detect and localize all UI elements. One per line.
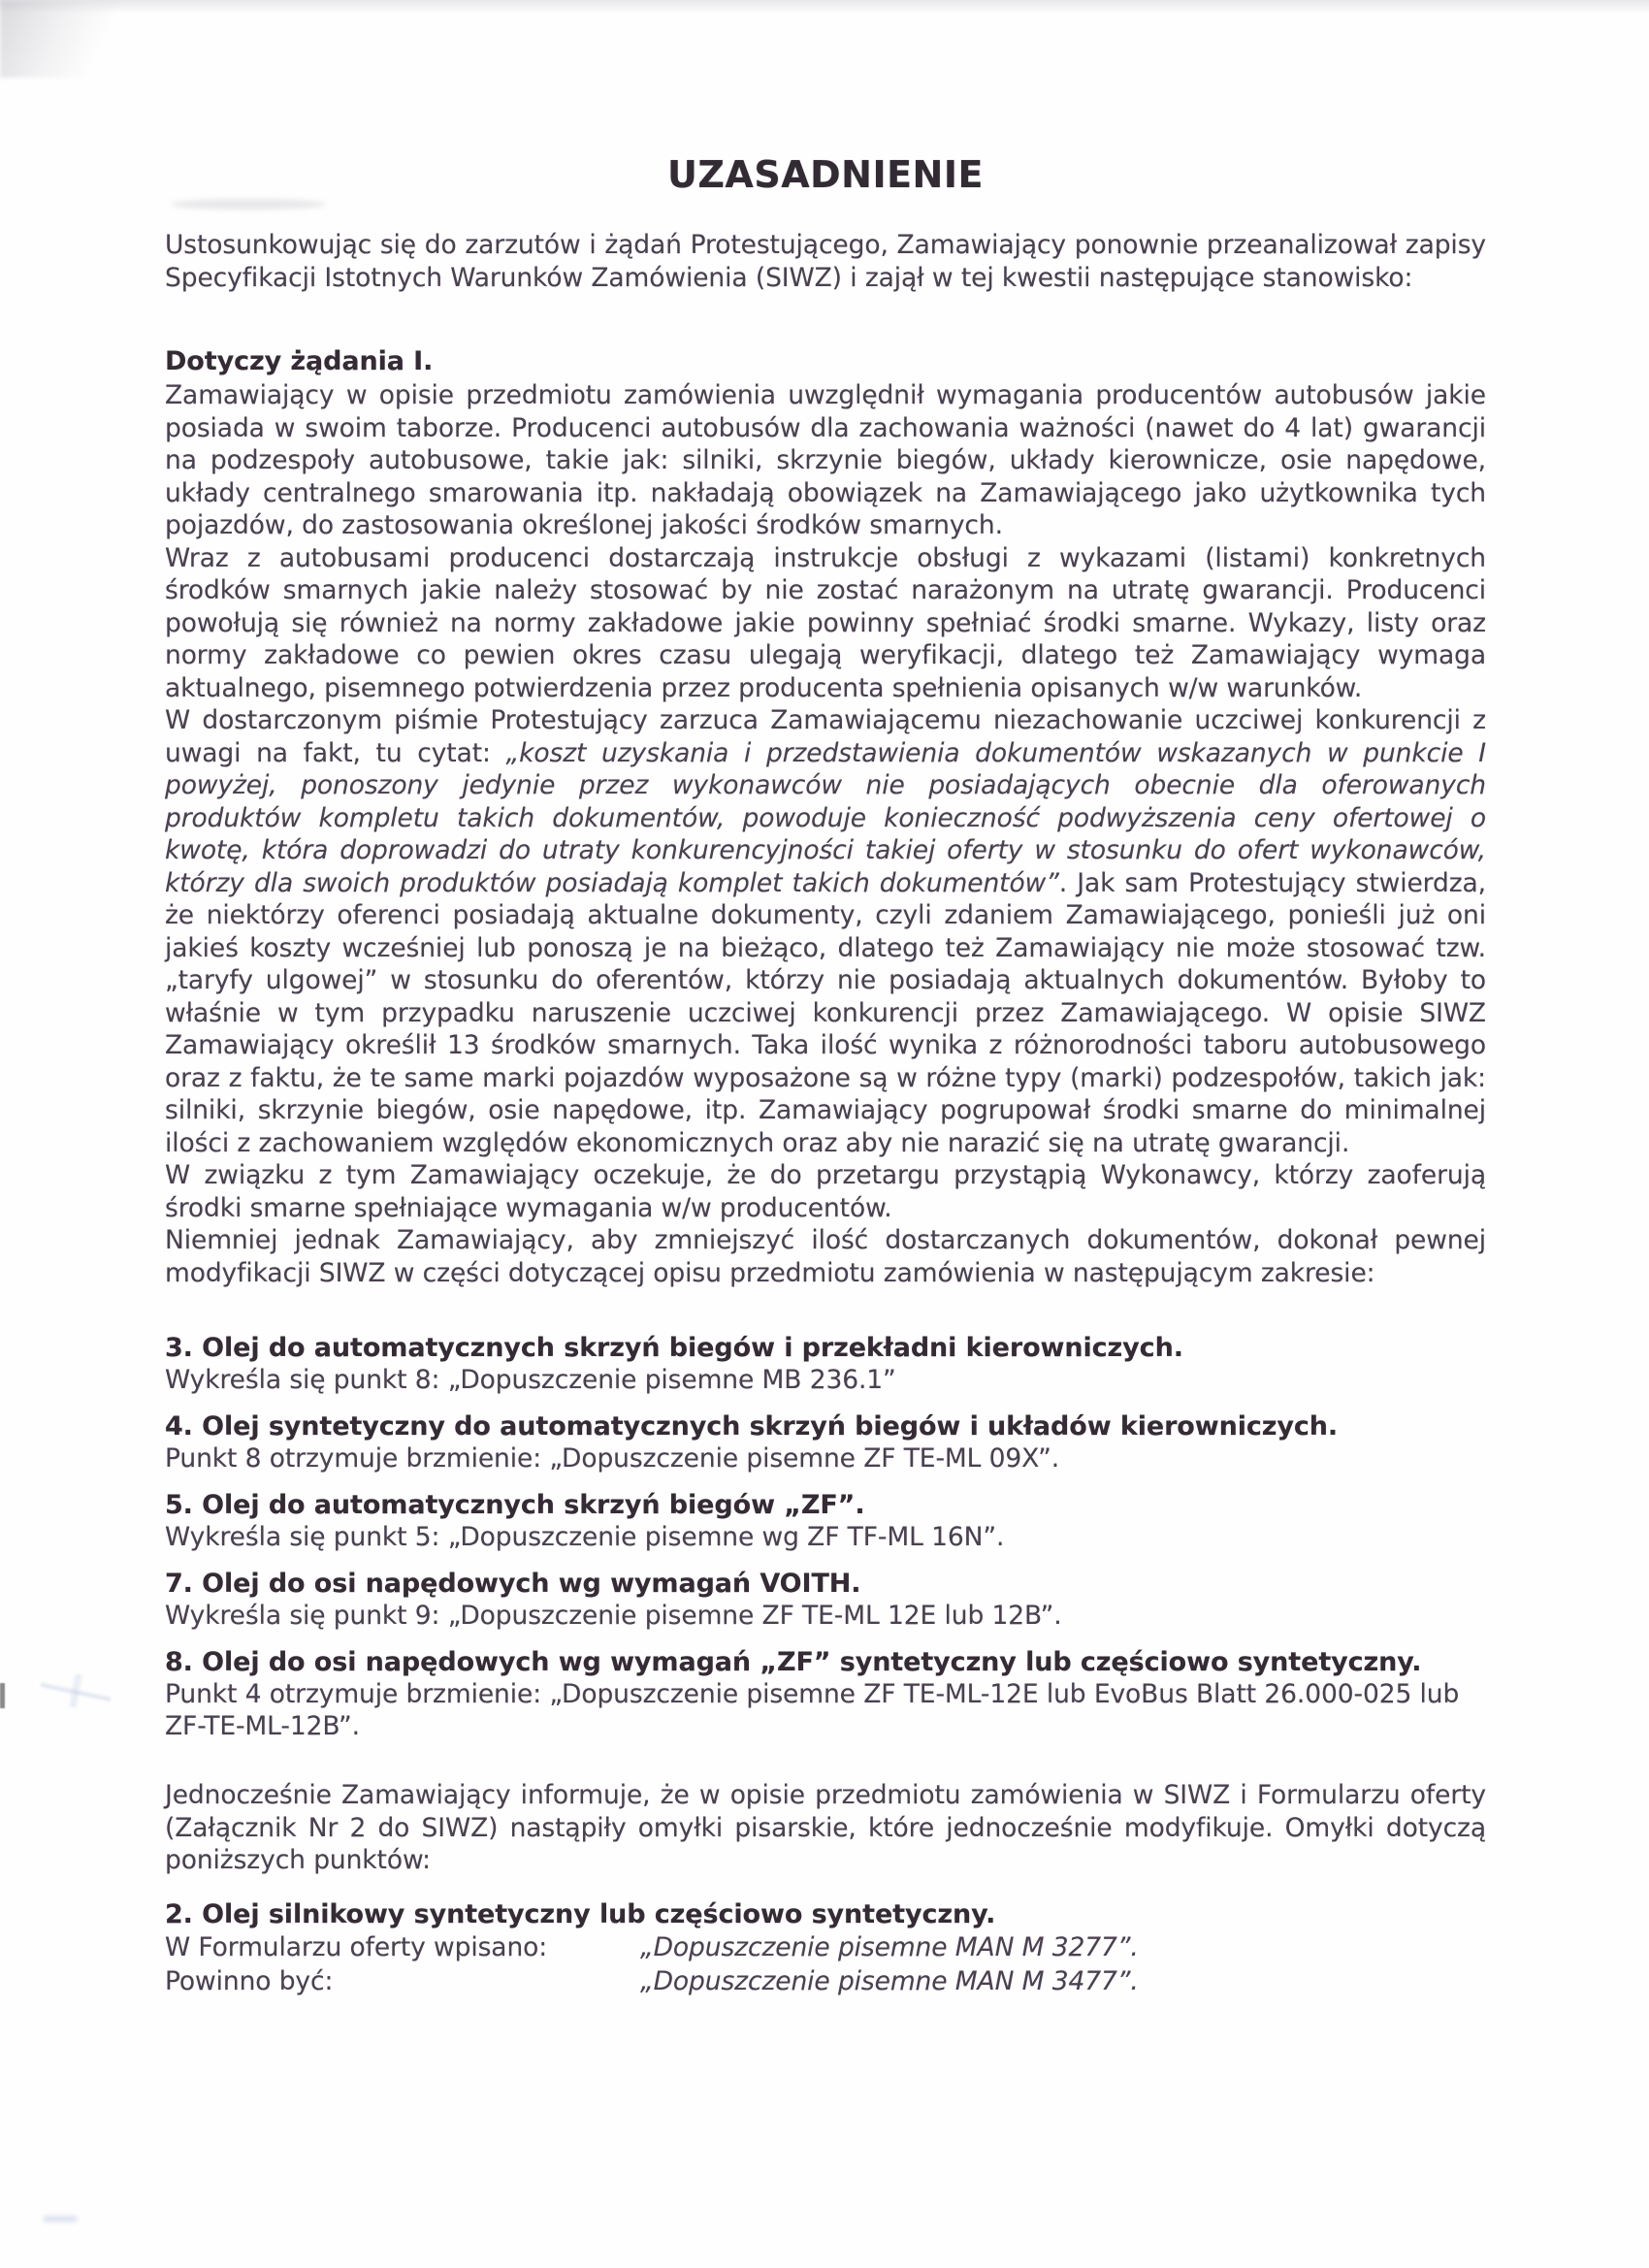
paragraph-protest-quote <box>165 704 1486 1159</box>
errata-row-value: „Dopuszczenie pisemne MAN M 3277”. <box>640 1931 1139 1962</box>
scan-bottom-smudge-artifact <box>43 2216 78 2222</box>
modification-item <box>165 1410 1486 1474</box>
modification-item <box>165 1568 1486 1632</box>
scan-edge-mark-artifact <box>0 1683 5 1708</box>
modification-heading: 7. Olej do osi napędowych wg wymagań VOITH. <box>165 1569 861 1599</box>
modification-body: Wykreśla się punkt 8: „Dopuszczenie pisemne MB 236.1” <box>165 1365 896 1395</box>
modification-item <box>165 1646 1486 1742</box>
errata-intro-paragraph: Jednocześnie Zamawiający informuje, że w opisie przedmiotu zamówienia w SIWZ i Formularzu oferty (Załącznik Nr 2 do SIWZ) nastąpiły omyłki pisarskie, które jednocześnie modyfikuje. Omyłki dotyczą poniższych punktów: <box>165 1780 1486 1875</box>
modification-body: Wykreśla się punkt 5: „Dopuszczenie pisemne wg ZF TF-ML 16N”. <box>165 1522 1005 1552</box>
quoted-protest-text: „koszt uzyskania i przedstawienia dokumentów wskazanych w punkcie I powyżej, ponoszony jedynie przez wykonawców nie posiadających obecnie dla oferowanych produktów kompletu takich dokumentów, powoduje konieczność podwyższenia ceny ofertowej o kwotę, która doprowadzi do utraty konkurencyjności takiej oferty w stosunku do ofert wykonawców, którzy dla swoich produktów posiadają komplet takich dokumentów” <box>165 737 1486 898</box>
modification-heading: 4. Olej syntetyczny do automatycznych skrzyń biegów i układów kierowniczych. <box>165 1411 1339 1442</box>
modification-body: Wykreśla się punkt 9: „Dopuszczenie pisemne ZF TE-ML 12E lub 12B”. <box>165 1601 1062 1631</box>
section-heading-demand-1: Dotyczy żądania I. <box>165 346 434 376</box>
errata-row-should-be <box>165 1964 1486 1998</box>
modification-heading: 3. Olej do automatycznych skrzyń biegów i przekładni kierowniczych. <box>165 1333 1183 1363</box>
paragraph-expectation: W związku z tym Zamawiający oczekuje, że do przetargu przystąpią Wykonawcy, którzy zaoferują środki smarne spełniające wymagania w/w producentów. <box>165 1160 1486 1223</box>
modification-body: Punkt 8 otrzymuje brzmienie: „Dopuszczenie pisemne ZF TE-ML 09X”. <box>165 1443 1060 1474</box>
errata-item-heading: 2. Olej silnikowy syntetyczny lub częściowo syntetyczny. <box>165 1898 996 1929</box>
quote-lead-in: W dostarczonym piśmie Protestujący zarzuca Zamawiającemu niezachowanie uczciwej konkurencji z uwagi na fakt, tu cytat: <box>165 705 1486 768</box>
document-content <box>165 155 1486 1998</box>
errata-row-value: „Dopuszczenie pisemne MAN M 3477”. <box>640 1965 1139 1996</box>
document-title: UZASADNIENIE <box>667 153 984 196</box>
modification-body: Punkt 4 otrzymuje brzmienie: „Dopuszczenie pisemne ZF TE-ML-12E lub EvoBus Blatt 26.000-025 lub ZF-TE-ML-12B”. <box>165 1679 1460 1741</box>
intro-paragraph: Ustosunkowując się do zarzutów i żądań Protestującego, Zamawiający ponownie przeanalizował zapisy Specyfikacji Istotnych Warunków Zamówienia (SIWZ) i zajął w tej kwestii następujące stanowisko: <box>165 230 1486 293</box>
section-body <box>165 379 1486 1289</box>
quote-follow-up: . Jak sam Protestujący stwierdza, że niektórzy oferenci posiadają aktualne dokumenty, czyli zdaniem Zamawiającego, ponieśli już oni jakieś koszty wcześniej lub ponoszą je na bieżąco, dlatego też Zamawiający nie może stosować tzw. „taryfy ulgowej” w stosunku do oferentów, którzy nie posiadają aktualnych dokumentów. Byłoby to właśnie w tym przypadku naruszenie uczciwej konkurencji przez Zamawiającego. W opisie SIWZ Zamawiający określił 13 środków smarnych. Taka ilość wynika z różnorodności taboru autobusowego oraz z faktu, że te same marki pojazdów wyposażone są w różne typy (marki) podzespołów, takich jak: silniki, skrzynie biegów, osie napędowe, itp. Zamawiający pogrupował środki smarne do minimalnej ilości z zachowaniem względów ekonomicznych oraz aby nie narazić się na utratę gwarancji. <box>165 867 1486 1158</box>
modification-item <box>165 1489 1486 1553</box>
paragraph-modification-notice: Niemniej jednak Zamawiający, aby zmniejszyć ilość dostarczanych dokumentów, dokonał pewnej modyfikacji SIWZ w części dotyczącej opisu przedmiotu zamówienia w następującym zakresie: <box>165 1225 1486 1288</box>
errata-row-label: Powinno być: <box>165 1965 334 1996</box>
paragraph-manufacturer-lists: Wraz z autobusami producenci dostarczają instrukcje obsługi z wykazami (listami) konkretnych środków smarnych jakie należy stosować by nie zostać narażonym na utratę gwarancji. Producenci powołują się również na normy zakładowe jakie powinny spełniać środki smarne. Wykazy, listy oraz normy zakładowe co pewien okres czasu ulegają weryfikacji, dlatego też Zamawiający wymaga aktualnego, pisemnego potwierdzenia przez producenta spełnienia opisanych w/w warunków. <box>165 542 1486 703</box>
modification-heading: 8. Olej do osi napędowych wg wymagań „ZF” syntetyczny lub częściowo syntetyczny. <box>165 1647 1422 1677</box>
paragraph-fleet-requirements: Zamawiający w opisie przedmiotu zamówienia uwzględnił wymagania producentów autobusów jakie posiada w swoim taborze. Producenci autobusów dla zachowania ważności (nawet do 4 lat) gwarancji na podzespoły autobusowe, takie jak: silniki, skrzynie biegów, układy kierownicze, osie napędowe, układy centralnego smarowania itp. nakładają obowiązek na Zamawiającego jako użytkownika tych pojazdów, do zastosowania określonej jakości środków smarnych. <box>165 380 1486 540</box>
scan-corner-shadow-artifact <box>0 0 165 78</box>
modifications-list <box>165 1332 1486 1742</box>
errata-row-written <box>165 1930 1486 1964</box>
pencil-mark-artifact <box>41 1674 111 1707</box>
errata-row-label: W Formularzu oferty wpisano: <box>165 1931 548 1962</box>
modification-heading: 5. Olej do automatycznych skrzyń biegów „ZF”. <box>165 1490 865 1520</box>
modification-item <box>165 1332 1486 1396</box>
